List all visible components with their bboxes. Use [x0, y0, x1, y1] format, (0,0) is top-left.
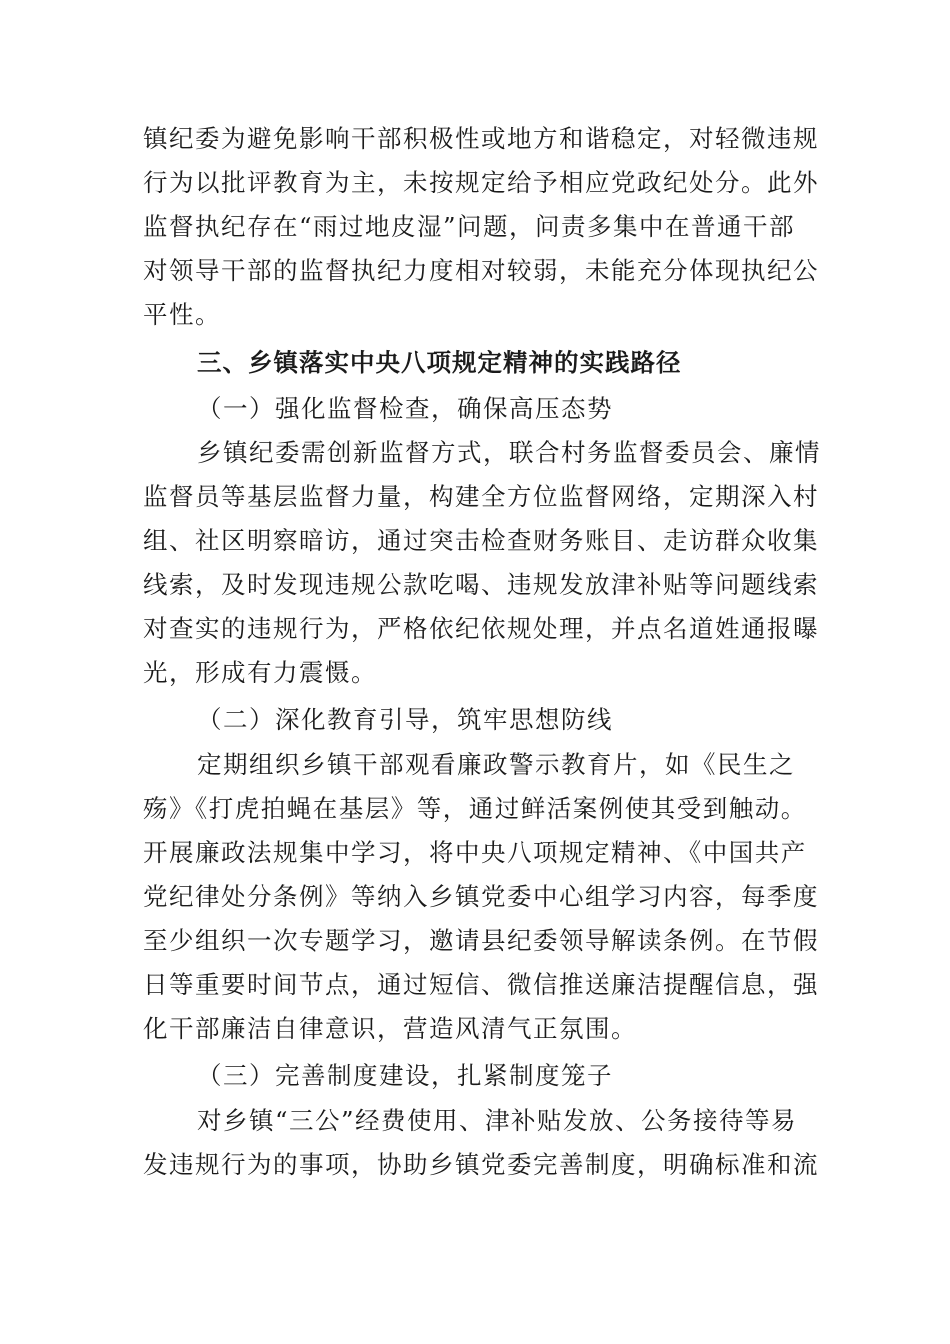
subsection-heading: （二）深化教育引导，筑牢思想防线 — [197, 705, 613, 734]
paragraph-line: 定期组织乡镇干部观看廉政警示教育片，如《民生之 — [197, 750, 795, 779]
paragraph-line: 对查实的违规行为，严格依纪依规处理，并点名道姓通报曝 — [143, 614, 819, 643]
paragraph-line: 镇纪委为避免影响干部积极性或地方和谐稳定，对轻微违规 — [143, 124, 819, 153]
paragraph-line: 化干部廉洁自律意识，营造风清气正氛围。 — [143, 1014, 637, 1043]
paragraph-line: 平性。 — [143, 300, 221, 329]
section-heading: 三、乡镇落实中央八项规定精神的实践路径 — [197, 348, 682, 377]
paragraph-line: 监督执纪存在“雨过地皮湿”问题，问责多集中在普通干部 — [143, 212, 796, 241]
subsection-heading: （一）强化监督检查，确保高压态势 — [197, 394, 613, 423]
paragraph-line: 日等重要时间节点，通过短信、微信推送廉洁提醒信息，强 — [143, 970, 819, 999]
paragraph-line: 组、社区明察暗访，通过突击检查财务账目、走访群众收集 — [143, 526, 819, 555]
paragraph-line: 开展廉政法规集中学习，将中央八项规定精神、《中国共产 — [143, 838, 807, 867]
paragraph-line: 对领导干部的监督执纪力度相对较弱，未能充分体现执纪公 — [143, 256, 819, 285]
paragraph-line: 乡镇纪委需创新监督方式，联合村务监督委员会、廉情 — [197, 438, 821, 467]
paragraph-line: 监督员等基层监督力量，构建全方位监督网络，定期深入村 — [143, 482, 819, 511]
subsection-heading: （三）完善制度建设，扎紧制度笼子 — [197, 1061, 613, 1090]
paragraph-line: 至少组织一次专题学习，邀请县纪委领导解读条例。在节假 — [143, 926, 819, 955]
paragraph-line: 光，形成有力震慑。 — [143, 658, 377, 687]
paragraph-line: 发违规行为的事项，协助乡镇党委完善制度，明确标准和流 — [143, 1150, 819, 1179]
paragraph-line: 殇》《打虎拍蝇在基层》等，通过鲜活案例使其受到触动。 — [143, 794, 807, 823]
paragraph-line: 线索，及时发现违规公款吃喝、违规发放津补贴等问题线索 — [143, 570, 819, 599]
paragraph-line: 党纪律处分条例》等纳入乡镇党委中心组学习内容，每季度 — [143, 882, 819, 911]
paragraph-line: 对乡镇“三公”经费使用、津补贴发放、公务接待等易 — [197, 1106, 798, 1135]
paragraph-line: 行为以批评教育为主，未按规定给予相应党政纪处分。此外 — [143, 168, 819, 197]
